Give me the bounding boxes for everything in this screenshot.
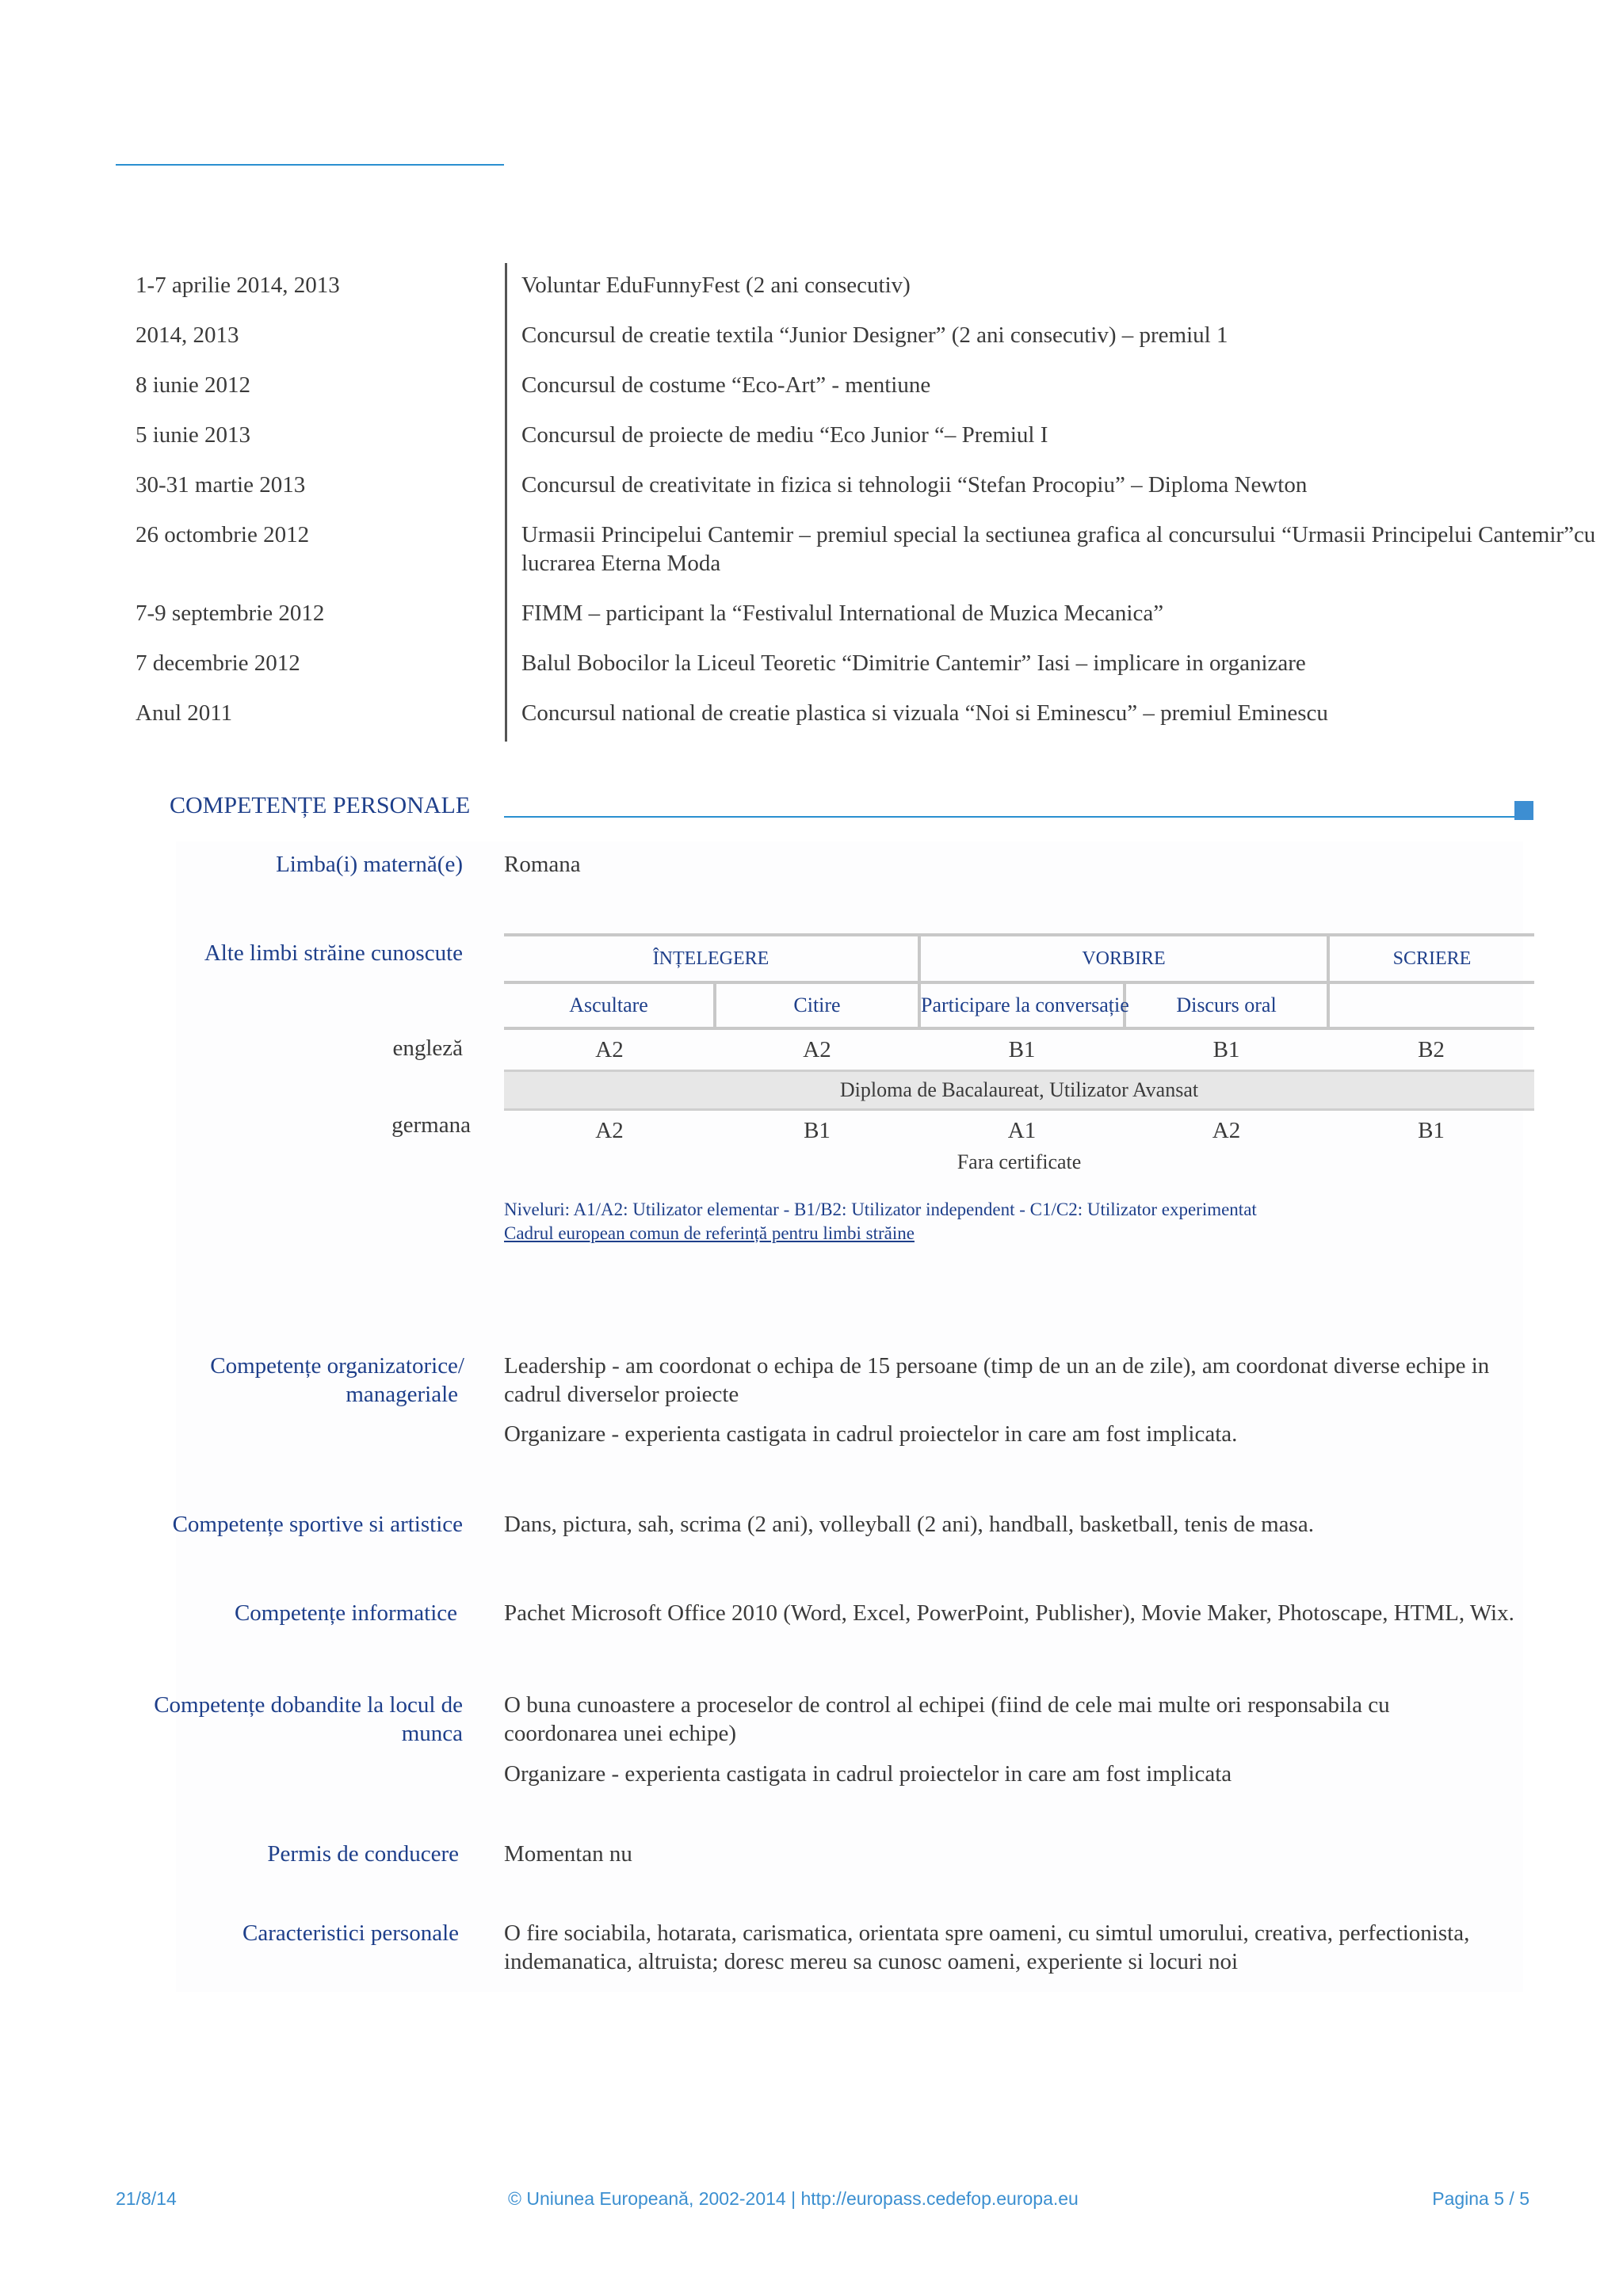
activity-date: 7 decembrie 2012 [136, 650, 300, 676]
organizational-skills-label [210, 1352, 464, 1409]
footer-date: 21/8/14 [116, 2188, 177, 2209]
footer-page-number: Pagina 5 / 5 [1432, 2188, 1529, 2209]
work-skills-label [154, 1691, 463, 1748]
footer-copyright[interactable]: © Uniunea Europeană, 2002-2014 | http://europass.cedefop.europa.eu [508, 2188, 1079, 2209]
section-rule [504, 816, 1515, 818]
activity-description: Concursul de creatie textila “Junior Designer” (2 ani consecutiv) – premiul 1 [521, 322, 1228, 348]
level-cell: B1 [804, 1117, 831, 1143]
activity-date: 30-31 martie 2013 [136, 472, 306, 498]
level-cell: A1 [1007, 1117, 1037, 1143]
organizational-skills-text-2: Organizare - experienta castigata in cadrul proiectelor in care am fost implicata. [504, 1421, 1238, 1447]
driving-licence-label: Permis de conducere [267, 1841, 459, 1867]
level-cell: B1 [1008, 1036, 1036, 1062]
language-name-german: germana [391, 1112, 471, 1138]
personal-traits-text: O fire sociabila, hotarata, carismatica, orientata spre oameni, cu simtul umorului, creativa, perfectionista, indemanatica, altruista; doresc mereu sa cunosc oameni, experiente si locuri noi [504, 1920, 1470, 1974]
header-rule [116, 164, 504, 166]
level-cell: B1 [1212, 1036, 1240, 1062]
header-understanding: ÎNȚELEGERE [504, 935, 919, 982]
mother-tongue-value: Romana [504, 852, 581, 877]
header-writing: SCRIERE [1328, 935, 1534, 982]
activity-description: Concursul de creativitate in fizica si tehnologii “Stefan Procopiu” – Diploma Newton [521, 472, 1308, 498]
level-cell: A2 [1212, 1117, 1241, 1143]
activities-divider [505, 263, 507, 742]
level-cell: A2 [595, 1117, 624, 1143]
subheader-spoken-production: Discurs oral [1125, 982, 1328, 1028]
level-cell: B2 [1418, 1036, 1445, 1062]
label-line: manageriale [346, 1382, 458, 1407]
subheader-reading: Citire [715, 982, 919, 1028]
certificate-text: Fara certificate [957, 1150, 1082, 1173]
organizational-skills-text: Leadership - am coordonat o echipa de 15 persoane (timp de un an de zile), am coordonat diverse echipe in cadrul diverselor proiecte [504, 1353, 1490, 1407]
table-subheader-row [504, 982, 1534, 1028]
label-line: Competențe dobandite la locul de [154, 1692, 463, 1718]
computer-skills-text: Pachet Microsoft Office 2010 (Word, Excel, PowerPoint, Publisher), Movie Maker, Photoscape, HTML, Wix. [504, 1600, 1514, 1626]
sport-skills-label: Competențe sportive si artistice [172, 1512, 463, 1537]
activity-description: Concursul de costume “Eco-Art” - mentiune [521, 372, 931, 398]
levels-note: Niveluri: A1/A2: Utilizator elementar - B1/B2: Utilizator independent - C1/C2: Utilizator experimentat [504, 1199, 1257, 1219]
label-line: munca [401, 1721, 463, 1746]
section-title: COMPETENȚE PERSONALE [170, 792, 471, 818]
computer-skills-label: Competențe informatice [234, 1600, 457, 1626]
activity-date: 5 iunie 2013 [136, 422, 250, 448]
activity-date: Anul 2011 [136, 700, 233, 726]
level-cell: A2 [595, 1036, 624, 1062]
subheader-listening: Ascultare [504, 982, 715, 1028]
level-cell: B1 [1418, 1117, 1445, 1143]
certificate-row [504, 1071, 1534, 1110]
certificate-text: Diploma de Bacalaureat, Utilizator Avansat [504, 1071, 1534, 1110]
table-header-row [504, 935, 1534, 982]
activity-date: 1-7 aprilie 2014, 2013 [136, 273, 340, 298]
table-row [504, 1028, 1534, 1071]
section-marker [1514, 801, 1533, 820]
activity-description: Voluntar EduFunnyFest (2 ani consecutiv) [521, 273, 911, 298]
cefr-link[interactable]: Cadrul european comun de referință pentru limbi străine [504, 1223, 915, 1243]
activity-description: Urmasii Principelui Cantemir – premiul special la sectiunea grafica al concursului “Urmasii Principelui Cantemir”cu lucrarea Eterna Moda [521, 522, 1596, 576]
activity-date: 26 octombrie 2012 [136, 522, 310, 547]
activity-date: 2014, 2013 [136, 322, 239, 348]
mother-tongue-label: Limba(i) maternă(e) [276, 852, 463, 877]
sport-skills-text: Dans, pictura, sah, scrima (2 ani), volleyball (2 ani), handball, basketball, tenis de masa. [504, 1512, 1314, 1537]
language-table [504, 933, 1534, 1177]
language-name-english: engleză [392, 1035, 463, 1061]
activity-description: Concursul de proiecte de mediu “Eco Junior “– Premiul I [521, 422, 1048, 448]
certificate-row [504, 1150, 1534, 1177]
personal-traits-label: Caracteristici personale [242, 1920, 459, 1946]
foreign-languages-label: Alte limbi străine cunoscute [204, 940, 463, 966]
activity-description: Balul Bobocilor la Liceul Teoretic “Dimitrie Cantemir” Iasi – implicare in organizare [521, 650, 1306, 676]
table-row [504, 1110, 1534, 1151]
activity-description: FIMM – participant la “Festivalul International de Muzica Mecanica” [521, 601, 1164, 626]
label-line: Competențe organizatorice/ [210, 1353, 464, 1379]
level-cell: A2 [803, 1036, 831, 1062]
driving-licence-text: Momentan nu [504, 1841, 632, 1867]
activity-description: Concursul national de creatie plastica si vizuala “Noi si Eminescu” – premiul Eminescu [521, 700, 1328, 726]
subheader-spoken-interaction: Participare la conversație [919, 982, 1125, 1028]
activity-date: 8 iunie 2012 [136, 372, 250, 398]
work-skills-text-2: Organizare - experienta castigata in cadrul proiectelor in care am fost implicata [504, 1761, 1232, 1787]
work-skills-text: O buna cunoastere a proceselor de control al echipei (fiind de cele mai multe ori responsabila cu coordonarea unei echipe) [504, 1692, 1390, 1746]
subheader-writing-empty [1328, 982, 1534, 1028]
activity-date: 7-9 septembrie 2012 [136, 601, 325, 626]
header-speaking: VORBIRE [919, 935, 1328, 982]
